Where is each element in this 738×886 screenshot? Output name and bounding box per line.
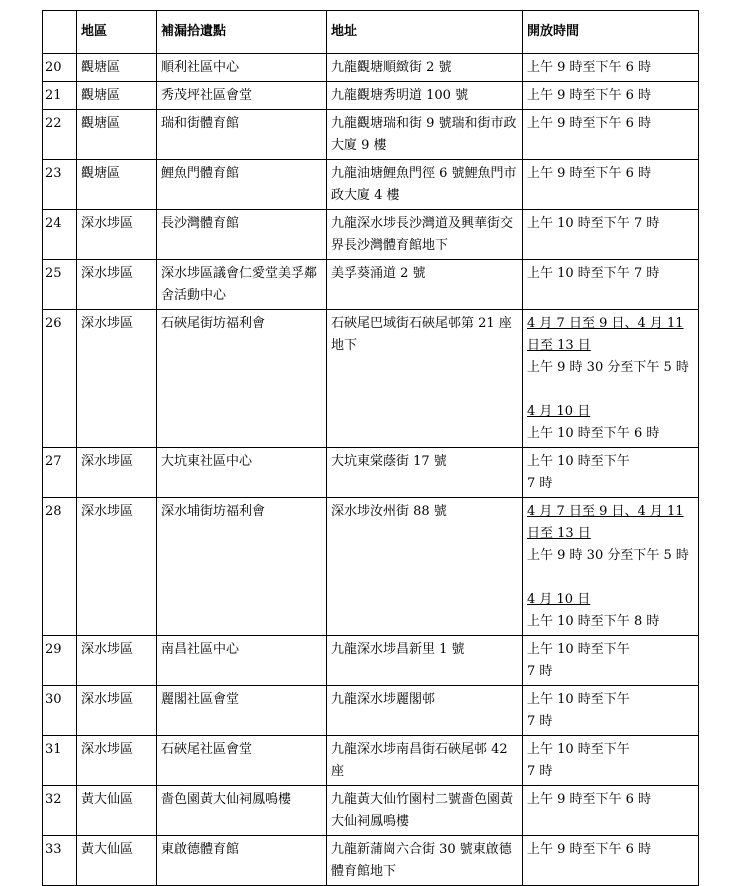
row-hours [523, 686, 699, 736]
row-number: 30 [43, 686, 77, 736]
hours-line: 上午 10 時至下午 7 時 [527, 216, 660, 231]
table-row [43, 310, 699, 448]
row-hours [523, 636, 699, 686]
row-district: 觀塘區 [77, 110, 157, 160]
row-district: 深水埗區 [77, 686, 157, 736]
row-venue: 大坑東社區中心 [157, 448, 327, 498]
row-hours [523, 260, 699, 310]
table-row [43, 110, 699, 160]
table-row [43, 836, 699, 886]
row-venue: 東啟德體育館 [157, 836, 327, 886]
table-row [43, 686, 699, 736]
hours-line: 上午 9 時至下午 6 時 [527, 792, 652, 807]
row-venue: 南昌社區中心 [157, 636, 327, 686]
hours-line: 上午 10 時至下午 6 時 [527, 426, 660, 441]
row-number: 33 [43, 836, 77, 886]
row-district: 深水埗區 [77, 260, 157, 310]
hours-line: 7 時 [527, 764, 553, 779]
hours-line: 上午 10 時至下午 [527, 642, 630, 657]
row-hours [523, 498, 699, 636]
row-hours [523, 210, 699, 260]
table-header-row [43, 11, 699, 54]
row-hours [523, 310, 699, 448]
row-number: 27 [43, 448, 77, 498]
hours-line: 上午 10 時至下午 7 時 [527, 266, 660, 281]
row-district: 黃大仙區 [77, 836, 157, 886]
hours-line: 上午 9 時 30 分至下午 5 時 [527, 548, 689, 563]
hours-line: 上午 10 時至下午 [527, 692, 630, 707]
hours-line: 7 時 [527, 476, 553, 491]
row-hours [523, 82, 699, 110]
row-hours [523, 110, 699, 160]
row-number: 32 [43, 786, 77, 836]
hours-line: 上午 10 時至下午 [527, 742, 630, 757]
row-district: 深水埗區 [77, 210, 157, 260]
row-venue: 深水埔街坊福利會 [157, 498, 327, 636]
row-address: 九龍觀塘順緻街 2 號 [327, 54, 523, 82]
row-hours [523, 736, 699, 786]
row-venue: 順利社區中心 [157, 54, 327, 82]
hours-line: 上午 9 時至下午 6 時 [527, 842, 652, 857]
table-row [43, 448, 699, 498]
row-venue: 秀茂坪社區會堂 [157, 82, 327, 110]
table-row [43, 498, 699, 636]
hours-line: 4 月 7 日至 9 日、4 月 11 日至 13 日 [527, 504, 684, 541]
row-number: 25 [43, 260, 77, 310]
row-address: 九龍油塘鯉魚門徑 6 號鯉魚門市政大廈 4 樓 [327, 160, 523, 210]
row-district: 深水埗區 [77, 498, 157, 636]
row-address: 九龍新蒲崗六合街 30 號東啟德體育館地下 [327, 836, 523, 886]
hours-line: 4 月 10 日 [527, 404, 591, 419]
row-hours [523, 54, 699, 82]
row-number: 28 [43, 498, 77, 636]
row-district: 觀塘區 [77, 160, 157, 210]
hours-line: 上午 9 時 30 分至下午 5 時 [527, 360, 689, 375]
header-address: 地址 [327, 11, 523, 54]
row-district: 深水埗區 [77, 310, 157, 448]
row-venue: 深水埗區議會仁愛堂美孚鄰舍活動中心 [157, 260, 327, 310]
collection-points-table [42, 10, 699, 886]
hours-line: 4 月 7 日至 9 日、4 月 11 日至 13 日 [527, 316, 684, 353]
row-district: 黃大仙區 [77, 786, 157, 836]
row-number: 22 [43, 110, 77, 160]
row-number: 26 [43, 310, 77, 448]
header-number [43, 11, 77, 54]
row-district: 深水埗區 [77, 448, 157, 498]
table-row [43, 786, 699, 836]
row-address: 九龍黃大仙竹園村二號嗇色園黃大仙祠鳳鳴樓 [327, 786, 523, 836]
row-venue: 石硤尾社區會堂 [157, 736, 327, 786]
row-district: 觀塘區 [77, 54, 157, 82]
table-row [43, 636, 699, 686]
table-row [43, 82, 699, 110]
row-number: 23 [43, 160, 77, 210]
row-address: 大坑東棠蔭街 17 號 [327, 448, 523, 498]
table-row [43, 54, 699, 82]
hours-line: 上午 9 時至下午 6 時 [527, 60, 652, 75]
hours-line: 上午 10 時至下午 [527, 454, 630, 469]
table-row [43, 210, 699, 260]
row-number: 20 [43, 54, 77, 82]
row-venue: 嗇色園黃大仙祠鳳鳴樓 [157, 786, 327, 836]
row-address: 九龍深水埗南昌街石硤尾邨 42 座 [327, 736, 523, 786]
row-address: 石硤尾巴域街石硤尾邨第 21 座地下 [327, 310, 523, 448]
row-number: 29 [43, 636, 77, 686]
row-address: 九龍深水埗昌新里 1 號 [327, 636, 523, 686]
hours-line: 上午 9 時至下午 6 時 [527, 166, 652, 181]
table-row [43, 736, 699, 786]
row-hours [523, 836, 699, 886]
table-row [43, 160, 699, 210]
row-address: 九龍觀塘秀明道 100 號 [327, 82, 523, 110]
row-number: 21 [43, 82, 77, 110]
hours-line: 上午 9 時至下午 6 時 [527, 116, 652, 131]
row-venue: 石硤尾街坊福利會 [157, 310, 327, 448]
header-venue: 補漏拾遺點 [157, 11, 327, 54]
row-address: 九龍深水埗麗閣邨 [327, 686, 523, 736]
row-venue: 瑞和街體育館 [157, 110, 327, 160]
row-address: 美孚葵涌道 2 號 [327, 260, 523, 310]
row-venue: 長沙灣體育館 [157, 210, 327, 260]
row-hours [523, 160, 699, 210]
row-number: 31 [43, 736, 77, 786]
row-address: 九龍觀塘瑞和街 9 號瑞和街市政大廈 9 樓 [327, 110, 523, 160]
row-address: 深水埗汝州街 88 號 [327, 498, 523, 636]
row-address: 九龍深水埗長沙灣道及興華街交界長沙灣體育館地下 [327, 210, 523, 260]
hours-line: 7 時 [527, 664, 553, 679]
row-venue: 麗閣社區會堂 [157, 686, 327, 736]
row-hours [523, 448, 699, 498]
hours-line: 上午 9 時至下午 6 時 [527, 88, 652, 103]
row-district: 深水埗區 [77, 636, 157, 686]
row-number: 24 [43, 210, 77, 260]
hours-line: 7 時 [527, 714, 553, 729]
row-venue: 鯉魚門體育館 [157, 160, 327, 210]
header-district: 地區 [77, 11, 157, 54]
hours-line: 4 月 10 日 [527, 592, 591, 607]
row-hours [523, 786, 699, 836]
row-district: 深水埗區 [77, 736, 157, 786]
header-hours: 開放時間 [523, 11, 699, 54]
hours-line: 上午 10 時至下午 8 時 [527, 614, 660, 629]
row-district: 觀塘區 [77, 82, 157, 110]
table-row [43, 260, 699, 310]
